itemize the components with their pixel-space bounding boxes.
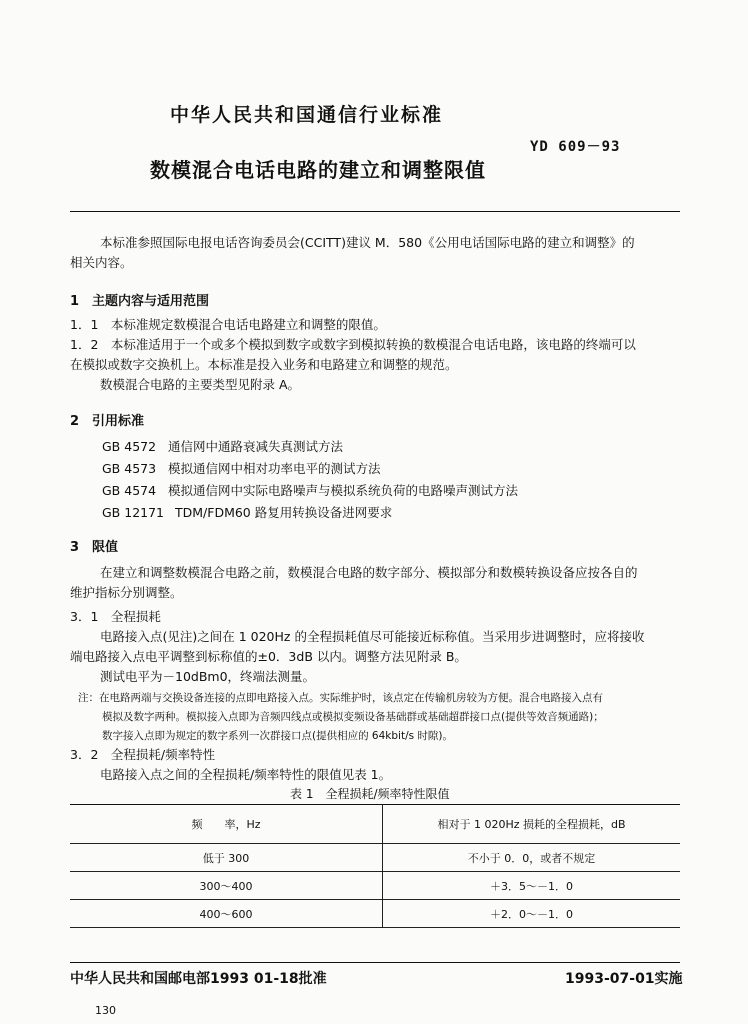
ref-title: 模拟通信网中相对功率电平的测试方法	[168, 461, 381, 476]
intro-line-2: 相关内容。	[70, 255, 133, 270]
document-title: 数模混合电话电路的建立和调整限值	[150, 158, 486, 182]
effective-date: 1993-07-01实施	[565, 971, 683, 987]
clause-1-3: 数模混合电路的主要类型见附录 A。	[100, 377, 301, 392]
page-number: 130	[95, 1004, 116, 1017]
table-header-row	[70, 805, 680, 844]
standard-header: 中华人民共和国通信行业标准	[170, 104, 444, 126]
ref-title: 模拟通信网中实际电路噪声与模拟系统负荷的电路噪声测试方法	[168, 483, 519, 498]
table-cell: 400～600	[70, 900, 383, 928]
clause-3-1-line-2: 端电路接入点电平调整到标称值的±0．3dB 以内。调整方法见附录 B。	[70, 649, 467, 664]
standard-code: YD 609－93	[530, 139, 621, 155]
table-row	[70, 900, 680, 928]
table-cell: 300～400	[70, 872, 383, 900]
ref-title: 通信网中通路衰减失真测试方法	[168, 439, 344, 454]
ref-title: TDM/FDM60 路复用转换设备进网要求	[175, 505, 393, 520]
column-header-frequency: 频 率，Hz	[70, 805, 383, 844]
table-row	[70, 872, 680, 900]
section-3-para-line-1: 在建立和调整数模混合电路之前，数模混合电路的数字部分、模拟部分和数模转换设备应按各自的	[100, 565, 638, 580]
table-1	[70, 804, 680, 928]
ref-code: GB 12171	[102, 505, 164, 520]
clause-1-2-line-1: 1．2 本标准适用于一个或多个模拟到数字或数字到模拟转换的数模混合电话电路，该电路的终端可以	[70, 337, 636, 352]
note-line-1: 注：在电路两端与交换设备连接的点即电路接入点。实际维护时，该点定在传输机房较为方便。混合电路接入点有	[78, 692, 603, 704]
section-3-heading: 3 限值	[70, 540, 119, 555]
clause-1-2-line-2: 在模拟或数字交换机上。本标准是投入业务和电路建立和调整的规范。	[70, 357, 458, 372]
note-line-3: 数字接入点即为规定的数字系列一次群接口点(提供相应的 64kbit/s 时隙)。	[102, 730, 454, 742]
column-header-loss: 相对于 1 020Hz 损耗的全程损耗，dB	[383, 805, 681, 844]
ref-code: GB 4573	[102, 461, 157, 476]
clause-3-2-text: 电路接入点之间的全程损耗/频率特性的限值见表 1。	[100, 767, 392, 782]
clause-1-1: 1．1 本标准规定数模混合电话电路建立和调整的限值。	[70, 317, 386, 332]
footer-divider	[70, 962, 680, 963]
clause-3-1-test-level: 测试电平为－10dBm0，终端法测量。	[100, 669, 316, 684]
header-divider	[70, 211, 680, 212]
ref-code: GB 4574	[102, 483, 157, 498]
table-cell: 不小于 0．0，或者不规定	[383, 844, 681, 872]
note-line-2: 模拟及数字两种。模拟接入点即为音频四线点或模拟变频设备基础群或基础超群接口点(提供等效音频通路)；	[102, 711, 604, 723]
clause-3-2-heading: 3．2 全程损耗/频率特性	[70, 747, 216, 762]
table-row	[70, 844, 680, 872]
section-3-para-line-2: 维护指标分别调整。	[70, 585, 183, 600]
table-cell: ＋2．0～－1．0	[383, 900, 681, 928]
table-cell: ＋3．5～－1．0	[383, 872, 681, 900]
table-cell: 低于 300	[70, 844, 383, 872]
clause-3-1-heading: 3．1 全程损耗	[70, 609, 161, 624]
section-1-heading: 1 主题内容与适用范围	[70, 294, 210, 309]
section-2-heading: 2 引用标准	[70, 414, 145, 429]
clause-3-1-line-1: 电路接入点(见注)之间在 1 020Hz 的全程损耗值尽可能接近标称值。当采用步进调整时，应将接收	[100, 629, 645, 644]
table-1-caption: 表 1 全程损耗/频率特性限值	[290, 787, 450, 801]
intro-line-1: 本标准参照国际电报电话咨询委员会(CCITT)建议 M．580《公用电话国际电路的建立和调整》的	[100, 235, 635, 250]
approval-line: 中华人民共和国邮电部1993 01-18批准	[70, 971, 327, 987]
ref-code: GB 4572	[102, 439, 157, 454]
